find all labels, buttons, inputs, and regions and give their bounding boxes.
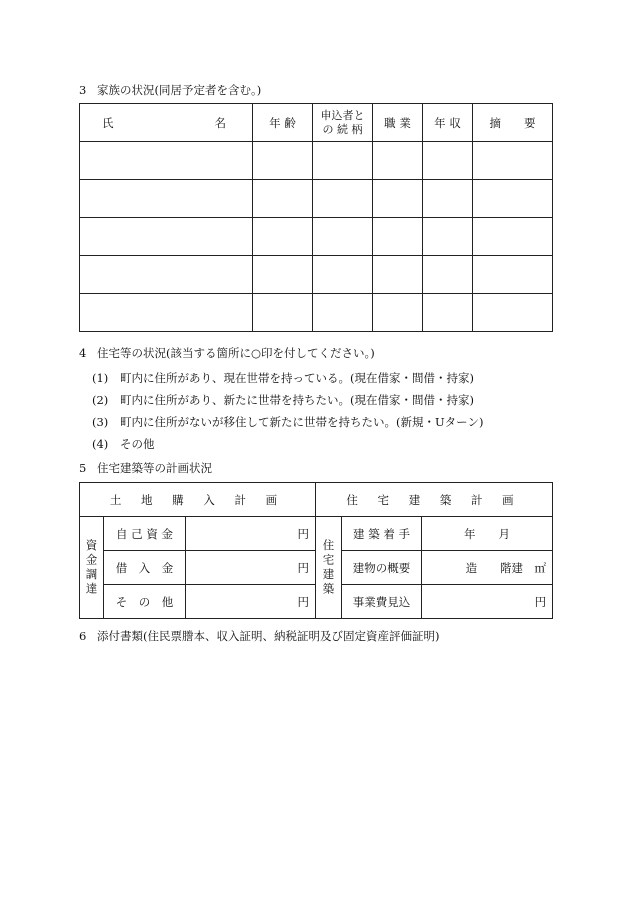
- funding-label: 資金調達: [80, 517, 104, 619]
- option-4: (4) その他: [92, 437, 155, 451]
- remarks-cell[interactable]: [473, 294, 553, 332]
- building-overview-field[interactable]: 造 階建 ㎡: [422, 551, 553, 585]
- name-cell[interactable]: [80, 294, 253, 332]
- section-title: 添付書類(住民票謄本、収入証明、納税証明及び固定資産評価証明): [97, 629, 440, 643]
- name-cell[interactable]: [80, 180, 253, 218]
- age-cell[interactable]: [253, 142, 313, 180]
- header-income: 年 収: [423, 104, 473, 142]
- remarks-cell[interactable]: [473, 256, 553, 294]
- section-number: 4: [79, 346, 87, 360]
- remarks-cell[interactable]: [473, 142, 553, 180]
- income-cell[interactable]: [423, 256, 473, 294]
- table-row: [80, 294, 553, 332]
- header-age: 年 齢: [253, 104, 313, 142]
- job-cell[interactable]: [373, 180, 423, 218]
- relation-cell[interactable]: [313, 294, 373, 332]
- option-3: (3) 町内に住所がないが移住して新たに世帯を持ちたい。(新規・Uターン): [92, 415, 484, 429]
- option-1: (1) 町内に住所があり、現在世帯を持っている。(現在借家・間借・持家): [92, 371, 474, 385]
- building-overview-label: 建物の概要: [342, 551, 422, 585]
- construction-start-label: 建 築 着 手: [342, 517, 422, 551]
- budget-label: 事業費見込: [342, 585, 422, 619]
- family-table-header: [80, 104, 553, 142]
- table-row: [80, 180, 553, 218]
- header-name: 氏 名: [80, 104, 253, 142]
- house-label: 住宅建築: [316, 517, 342, 619]
- age-cell[interactable]: [253, 180, 313, 218]
- income-cell[interactable]: [423, 180, 473, 218]
- name-cell[interactable]: [80, 218, 253, 256]
- budget-field[interactable]: 円: [422, 585, 553, 619]
- section-6-heading: [79, 628, 439, 644]
- name-cell[interactable]: [80, 142, 253, 180]
- borrowed-label: 借 入 金: [104, 551, 186, 585]
- age-cell[interactable]: [253, 294, 313, 332]
- income-cell[interactable]: [423, 142, 473, 180]
- section-5-heading: [79, 460, 212, 476]
- plan-header-row: [80, 483, 553, 517]
- job-cell[interactable]: [373, 218, 423, 256]
- income-cell[interactable]: [423, 294, 473, 332]
- other-field[interactable]: 円: [186, 585, 316, 619]
- age-cell[interactable]: [253, 218, 313, 256]
- name-cell[interactable]: [80, 256, 253, 294]
- table-row: [80, 256, 553, 294]
- relation-cell[interactable]: [313, 256, 373, 294]
- plan-table: [79, 482, 553, 619]
- section-title: 家族の状況(同居予定者を含む。): [97, 83, 262, 97]
- section-3-heading: [79, 82, 261, 98]
- table-row: [80, 142, 553, 180]
- header-relation: 申込者と の 続 柄: [313, 104, 373, 142]
- job-cell[interactable]: [373, 294, 423, 332]
- family-table: [79, 103, 553, 332]
- income-cell[interactable]: [423, 218, 473, 256]
- age-cell[interactable]: [253, 256, 313, 294]
- option-2: (2) 町内に住所があり、新たに世帯を持ちたい。(現在借家・間借・持家): [92, 393, 474, 407]
- header-job: 職 業: [373, 104, 423, 142]
- section-title: 住宅等の状況(該当する箇所に○印を付してください。): [97, 346, 375, 360]
- plan-row-1: [80, 517, 553, 551]
- section-title: 住宅建築等の計画状況: [97, 461, 212, 475]
- relation-cell[interactable]: [313, 142, 373, 180]
- remarks-cell[interactable]: [473, 180, 553, 218]
- own-funds-field[interactable]: 円: [186, 517, 316, 551]
- section-number: 6: [79, 629, 87, 643]
- borrowed-field[interactable]: 円: [186, 551, 316, 585]
- other-label: そ の 他: [104, 585, 186, 619]
- section-number: 5: [79, 461, 87, 475]
- section-4-heading: [79, 345, 375, 361]
- remarks-cell[interactable]: [473, 218, 553, 256]
- relation-cell[interactable]: [313, 218, 373, 256]
- own-funds-label: 自 己 資 金: [104, 517, 186, 551]
- house-plan-header: 住 宅 建 築 計 画: [316, 483, 553, 517]
- relation-cell[interactable]: [313, 180, 373, 218]
- header-remarks: 摘 要: [473, 104, 553, 142]
- land-plan-header: 土 地 購 入 計 画: [80, 483, 316, 517]
- section-number: 3: [79, 83, 87, 97]
- job-cell[interactable]: [373, 142, 423, 180]
- construction-start-field[interactable]: 年 月: [422, 517, 553, 551]
- table-row: [80, 218, 553, 256]
- job-cell[interactable]: [373, 256, 423, 294]
